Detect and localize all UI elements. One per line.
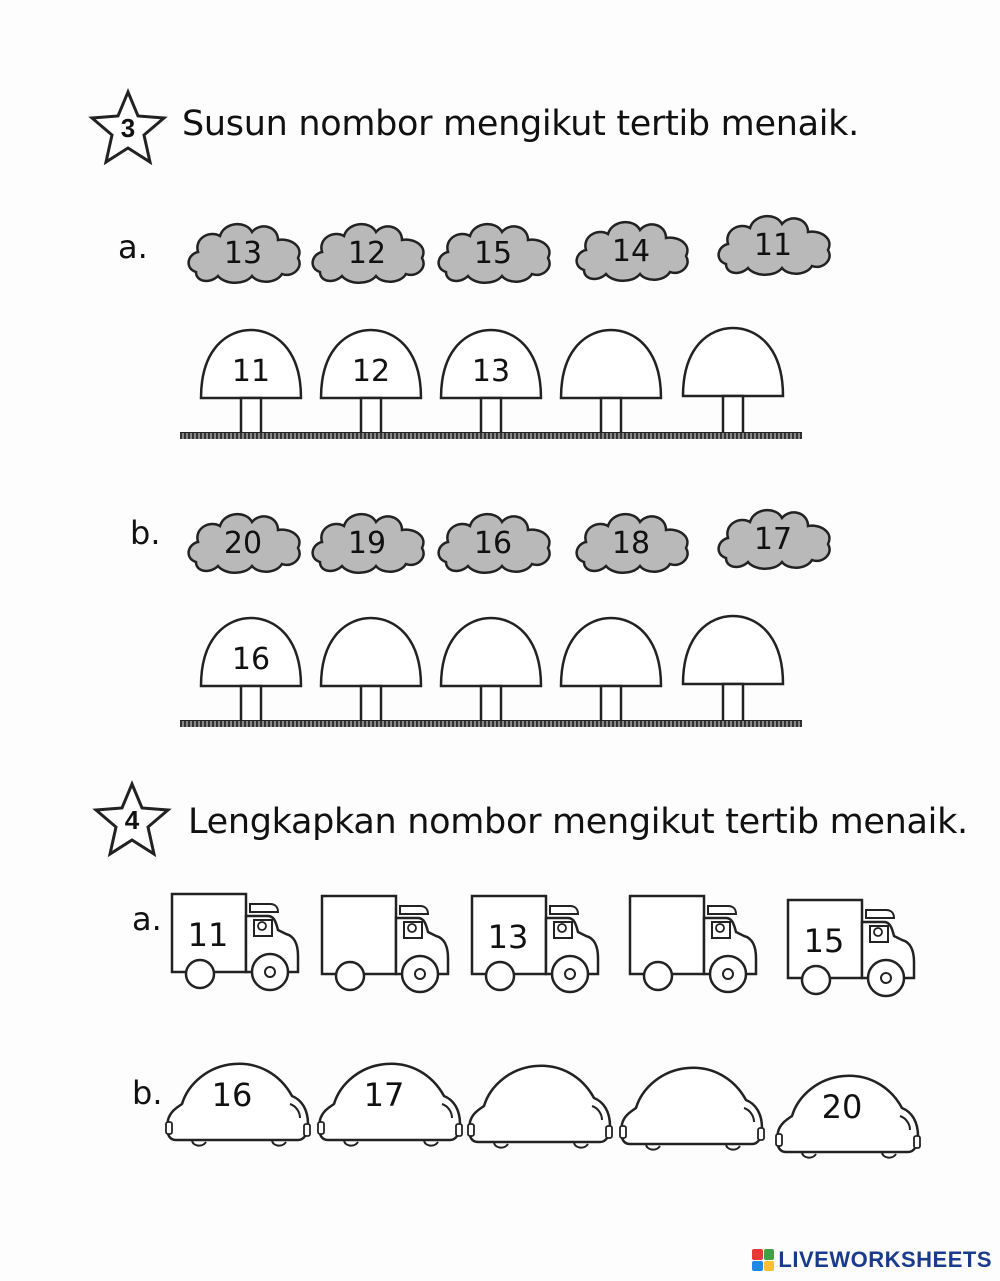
question-3-badge (88, 88, 168, 168)
number-label: 19 (347, 525, 387, 561)
number-label: 13 (223, 235, 263, 271)
number-label: 20 (223, 525, 263, 561)
mushroom[interactable] (318, 616, 424, 728)
car (162, 1060, 314, 1152)
mushroom[interactable] (558, 328, 664, 440)
number-label: 20 (821, 1088, 863, 1126)
ground-line (180, 720, 802, 727)
truck (470, 892, 602, 996)
number-label: 11 (187, 916, 229, 954)
number-cloud (310, 504, 430, 578)
ground-line (180, 432, 802, 439)
car[interactable] (616, 1064, 768, 1156)
answer-blank[interactable] (630, 904, 702, 970)
answer-blank[interactable] (494, 1072, 574, 1122)
number-cloud (310, 214, 430, 288)
number-cloud (186, 504, 306, 578)
number-label: 12 (351, 353, 391, 389)
number-label: 16 (211, 1076, 253, 1114)
number-cloud (436, 214, 556, 288)
brand-logo-icon (752, 1249, 774, 1271)
answer-blank[interactable] (558, 346, 664, 396)
mushroom[interactable] (558, 616, 664, 728)
car (772, 1072, 924, 1164)
answer-blank[interactable] (558, 634, 664, 684)
number-label: 17 (363, 1076, 405, 1114)
number-label: 11 (231, 353, 271, 389)
answer-blank[interactable] (680, 344, 786, 394)
answer-blank[interactable] (646, 1074, 726, 1124)
answer-blank[interactable] (680, 632, 786, 682)
row-label-4a: a. (132, 900, 162, 938)
car[interactable] (464, 1062, 616, 1154)
answer-blank[interactable] (318, 634, 424, 684)
number-label: 15 (473, 235, 513, 271)
number-label: 16 (473, 525, 513, 561)
number-label: 18 (611, 525, 651, 561)
truck[interactable] (320, 892, 452, 996)
number-cloud (716, 500, 836, 574)
question-4-badge (92, 780, 172, 860)
mushroom (318, 328, 424, 440)
number-label: 12 (347, 235, 387, 271)
number-label: 13 (487, 918, 529, 956)
brand-name: LIVEWORKSHEETS (778, 1247, 992, 1272)
mushroom[interactable] (680, 326, 786, 438)
mushroom (198, 328, 304, 440)
mushroom[interactable] (438, 616, 544, 728)
truck (170, 890, 302, 994)
question-number: 4 (124, 804, 140, 835)
number-cloud (574, 504, 694, 578)
car (314, 1060, 466, 1152)
number-label: 16 (231, 641, 271, 677)
number-label: 13 (471, 353, 511, 389)
answer-blank[interactable] (438, 634, 544, 684)
number-label: 17 (753, 521, 793, 557)
mushroom (438, 328, 544, 440)
row-label-3b: b. (130, 514, 161, 552)
number-cloud (436, 504, 556, 578)
question-number: 3 (120, 112, 136, 143)
mushroom[interactable] (680, 614, 786, 726)
mushroom (198, 616, 304, 728)
truck[interactable] (628, 892, 760, 996)
answer-blank[interactable] (322, 904, 394, 970)
number-label: 14 (611, 233, 651, 269)
question-4-instruction: Lengkapkan nombor mengikut tertib menaik. (188, 802, 968, 842)
number-cloud (574, 212, 694, 286)
question-3-instruction: Susun nombor mengikut tertib menaik. (182, 104, 859, 144)
row-label-4b: b. (132, 1074, 163, 1112)
row-label-3a: a. (118, 228, 148, 266)
number-cloud (716, 206, 836, 280)
brand-watermark (752, 1247, 992, 1273)
number-label: 15 (803, 922, 845, 960)
truck (786, 896, 918, 1000)
number-cloud (186, 214, 306, 288)
number-label: 11 (753, 227, 793, 263)
